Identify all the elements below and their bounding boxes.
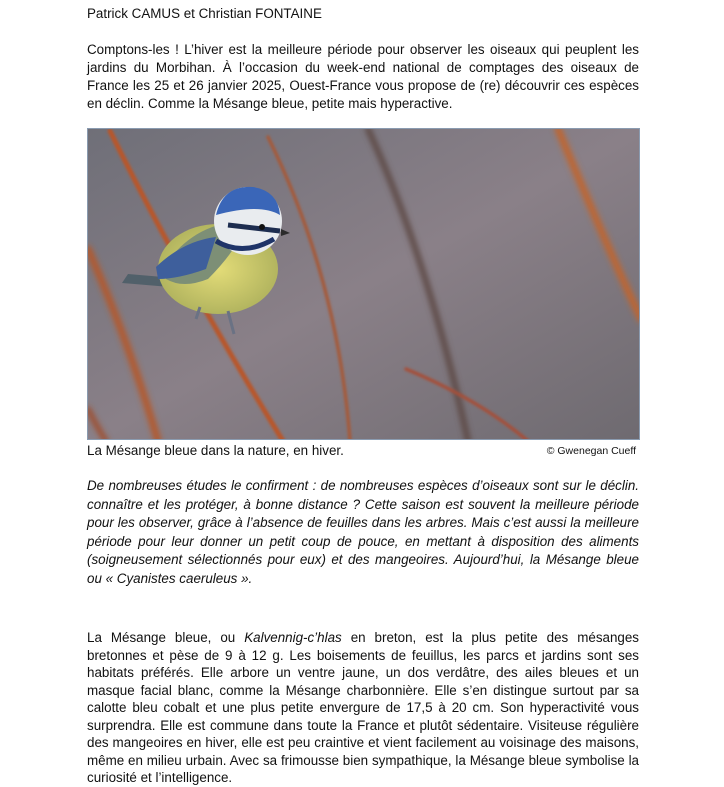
photo-caption: La Mésange bleue dans la nature, en hiver.: [87, 443, 344, 458]
photo-credit: © Gwenegan Cueff: [546, 445, 636, 457]
blue-tit-photo: [87, 128, 640, 440]
body-rest: en breton, est la plus petite des mésanges bretonnes et pèse de 9 à 12 g. Les boisements de feuillus, les parcs et jardins sont ses habitats préférés. Elle arbore un ventre jaune, un dos verdâtre, des ailes bleues et un masque facial blanc, comme la Mésange charbonnière. Elle s’en distingue surtout par sa calotte bleu cobalt et une plus petite envergure de 17,5 à 20 cm. Son hyperactivité vous surprendra. Elle est commune dans toute la France et plutôt sédentaire. Visiteuse régulière des mangeoires en hiver, elle est peu craintive et vient facilement au voisinage des maisons, même en milieu urbain. Avec sa frimousse bien sympathique, la Mésange bleue symbolise la curiosité et l’intelligence.: [87, 630, 639, 785]
body-paragraph: [87, 629, 639, 787]
italic-paragraph: De nombreuses études le confirment : de nombreuses espèces d’oiseaux sont sur le déclin. connaître et les protéger, à bonne distance ? Cette saison est souvent la meilleure période pour les observer, grâce à l’absence de feuilles dans les arbres. Mais c’est aussi la meilleure période pour leur donner un petit coup de pouce, en mettant à disposition des aliments (soigneusement sélectionnés pour eux) et des mangeoires. Aujourd’hui, la Mésange bleue ou « Cyanistes caeruleus ».: [87, 478, 639, 586]
intro-paragraph: Comptons-les ! L’hiver est la meilleure période pour observer les oiseaux qui peuplent les jardins du Morbihan. À l’occasion du week-end national de comptages des oiseaux de France les 25 et 26 janvier 2025, Ouest-France vous propose de (re) découvrir ces espèces en déclin. Comme la Mésange bleue, petite mais hyperactive.: [87, 42, 639, 111]
body-lead: La Mésange bleue, ou: [87, 630, 245, 645]
breton-name: Kalvennig-c’hlas: [244, 630, 342, 645]
authors-line: Patrick CAMUS et Christian FONTAINE: [87, 6, 322, 21]
